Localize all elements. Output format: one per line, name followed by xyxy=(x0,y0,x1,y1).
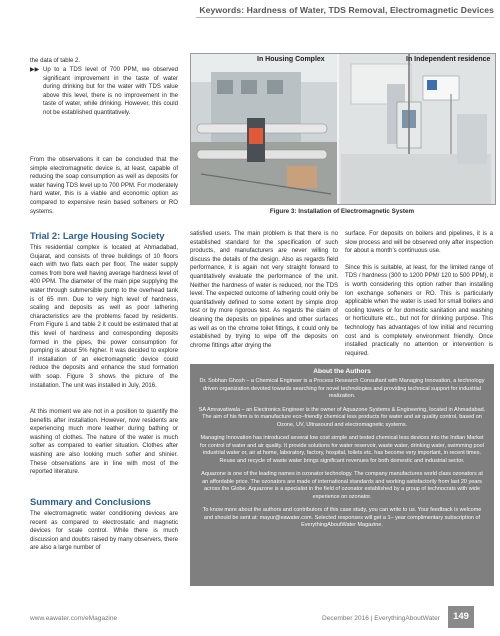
footer-magazine: December 2016 | EverythingAboutWater xyxy=(321,615,440,622)
trial2-heading: Trial 2: Large Housing Society xyxy=(30,230,165,241)
feedback-note: To know more about the authors and contributors of this case study, you can write to us. Your feedback is welcome and should be sent at: mayur@eawater.com. Selected responses will get a 1– year complimentary subscription of EverythingAboutWater Magazine. xyxy=(202,507,482,528)
conclusion-paragraph: From the observations it can be concluded that the simple electromagnetic device is, at least, capable of reducing the soap consumption as well as deposits for water having TDS level up to 700 PPM. For moderately hard water, this is a viable and economic option as compared to expensive resin based softeners or RO systems. xyxy=(30,157,178,215)
page-number: 149 xyxy=(448,606,474,628)
about-authors-title: About the Authors xyxy=(313,368,371,375)
bullet-text: Up to a TDS level of 700 PPM, we observed significant improvement in the taste of water during drinking but for the water with TDS value above this level, there is no improvement in the taste of water, while drinking. However, this could not be established quantitatively. xyxy=(43,67,178,116)
col3-paragraph-2: Since this is suitable, at least, for the limited range of TDS / hardness (300 to 1200 PPM/ 120 to 500 PPM), it is worth considering this option rather than installing Ion exchange softeners or RO. This is particularly applicable when the water is used for small boilers and cooling towers or for domestic sanitation and washing or horticulture etc., but not for drinking purpose. This technology has advantages of low initial and recurring cost and is completely environment friendly. Once installed practically no attention or intervention is required. xyxy=(345,264,493,357)
bullet-item xyxy=(30,66,178,118)
photo-label-right: In Independent residence xyxy=(406,56,491,63)
header-rule xyxy=(196,17,494,18)
photo-label-left: In Housing Complex xyxy=(257,56,325,63)
summary-paragraph: The electromagnetic water conditioning devices are recent as compared to electrostatic and magnetic devices for scale control. While there is much discussion and doubts raised by many observers, there are also a large number of xyxy=(30,511,178,552)
managing-innovation: Managing Innovation has introduced several low cost simple and tested chemical less devices into the Indian Market for control of water and air quality. It provide solutions for water reservoir, waste water, drinking water, swimming pool industrial water or, air at home, laboratory, factory, hospital, toilets etc. has become very important, in recent times. Reuse and recycle of waste water brings significant revenues for both domestic and industrial sector. xyxy=(200,435,484,464)
author-ghosh: Dr. Sobhan Ghosh – a Chemical Engineer is a Process Research Consultant with Managing Innovation, a technology driven organization devoted towards searching for novel technologies and providing technical support for industrial realization. xyxy=(199,378,485,399)
header-keywords: Keywords: Hardness of Water, TDS Removal, Electromagnetic Devices xyxy=(199,5,494,15)
col3-paragraph-1: surface. For deposits on boilers and pipelines, it is a slow process and will be observed only after inspection for about a month’s continuous use. xyxy=(345,231,493,255)
author-amravatiwala: SA Amravatiwala – an Electronics Engineer is the owner of Aquazone Systems & Engineering, located in Ahmadabad. The aim of his firm is to manufacture eco–friendly chemical less products for water and air quality control, based on Ozone, UV, Ultrasound and electromagnetic systems. xyxy=(198,406,486,428)
col2-paragraph: satisfied users. The main problem is that there is no established standard for the specification of such products, and manufacturers are never willing to discuss the details of the design. Also as regards field performance, it is again not very straight forward to quantitatively evaluate the performance of the unit. Neither the hardness of water is reduced, nor the TDS level. The expected outcome of lathering could only be quantitatively defined to some extent by simple drop test or by more rigorous test. As regards the claim of cleaning the deposits on pipelines and other surfaces as well as on the chrome toilet fittings, it could only be established by trying to wipe off the deposits on chrome fittings after drying the xyxy=(190,231,338,349)
about-authors-box xyxy=(190,364,494,586)
intro-continuation: the data of table 2. xyxy=(30,58,81,64)
footer-url[interactable]: www.eawater.com/eMagazine xyxy=(30,615,118,622)
col3 xyxy=(345,230,493,358)
figure-caption: Figure 3: Installation of Electromagnetic System xyxy=(269,208,415,215)
aquazone: Aquazone is one of the leading names in ozonator technology. The company manufactures world class ozonators at an affordable price. The ozonators are made of international standards and working satisfactorily from last 20 years across the Globe. Aquazone is a specialist in the field of ozonator established by a group of technocrats with wide experience on ozonator. xyxy=(201,471,483,500)
installation-photo-drawing xyxy=(191,54,495,204)
double-arrow-icon: ▶▶ xyxy=(30,67,40,73)
summary-heading: Summary and Conclusions xyxy=(30,496,151,507)
trial2-paragraph-2: At this moment we are not in a position to quantify the benefits after installation. However, now residents are experiencing much more leather during bathing or washing of clothes. The nature of the water is much softer as compared to earlier situation. Clothes after washing are also looking much softer and shinier. These observations are in line with most of the reported literature. xyxy=(30,409,178,476)
trial2-paragraph: This residential complex is located at Ahmadabad, Gujarat, and consists of three buildings of 10 floors each with two flats each per floor. The water supply comes from bore well having average hardness level of 400 PPM. The diameter of the main pipe supplying the water through submersible pump to the overhead tank is of 65 mm. Due to very high level of hardness, scaling and deposits as well as poor lathering characteristics are the problems faced by residents. From Figure 1 and table 2 it could be estimated that at this level of hardness and corresponding deposits formed in the pipes, the power consumption for pumping is about 5% higher. It was decided to explore if installation of an electromagnetic device could reduce the deposits and enhance the stud formation with soap. Figure 3 shows the picture of the installation. The unit was installed in July, 2016. xyxy=(30,245,178,389)
photo-divider xyxy=(337,54,339,204)
installation-photo xyxy=(190,53,496,205)
